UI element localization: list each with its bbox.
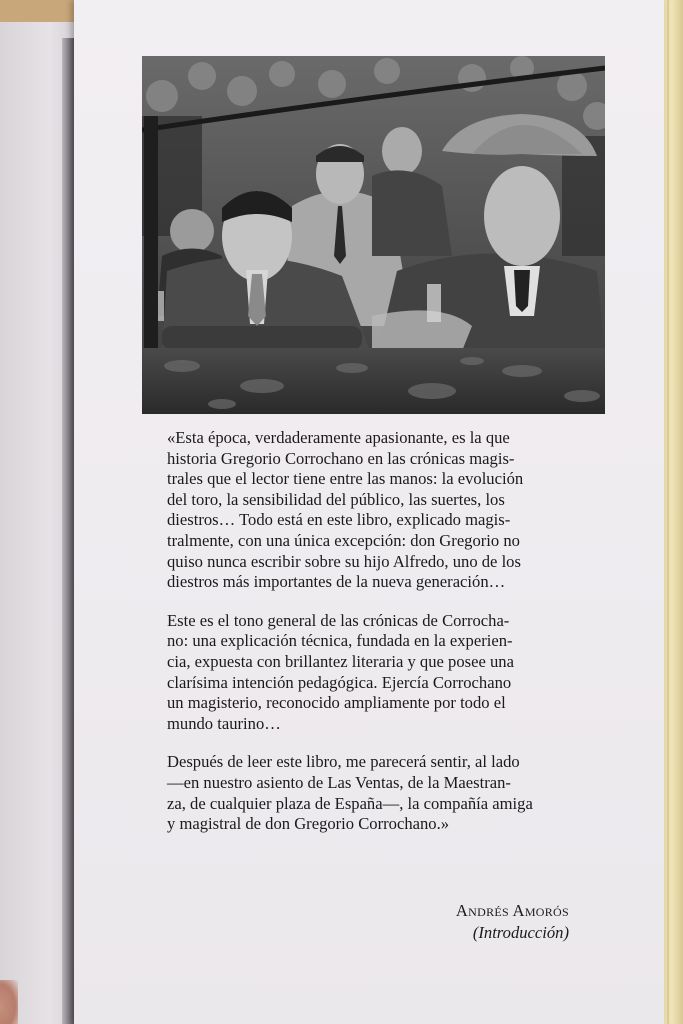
text-line: no: una explicación técnica, fundada en la experien-	[167, 631, 513, 651]
text-line: diestros… Todo está en este libro, explicado magis-	[167, 510, 511, 530]
text-line: y magistral de don Gregorio Corrochano.»	[167, 814, 450, 834]
author-name: Andrés Amorós	[455, 901, 569, 920]
text-line: historia Gregorio Corrochano en las crónicas magis-	[167, 448, 515, 468]
text-line: Este es el tono general de las crónicas de Corrocha-	[167, 610, 510, 630]
text-line: trales que el lector tiene entre las manos: la evolución	[167, 469, 524, 489]
signature	[456, 900, 569, 944]
text-line: mundo taurino…	[167, 713, 281, 733]
text-line: «Esta época, verdaderamente apasionante, es la que	[167, 428, 510, 447]
author-role: (Introducción)	[472, 923, 569, 942]
quote-text	[142, 428, 595, 853]
text-line: za, de cualquier plaza de España—, la compañía amiga	[167, 793, 533, 813]
text-line: un magisterio, reconocido ampliamente por todo el	[167, 693, 506, 713]
text-line: del toro, la sensibilidad del público, las suertes, los	[167, 489, 505, 509]
text-line: quiso nunca escribir sobre su hijo Alfredo, uno de los	[167, 551, 521, 571]
text-line: Después de leer este libro, me parecerá sentir, al lado	[167, 752, 520, 772]
paragraph-2	[142, 611, 595, 735]
finger-tip	[0, 980, 18, 1024]
text-line: clarísima intención pedagógica. Ejercía Corrochano	[167, 672, 512, 692]
paragraph-3	[142, 752, 595, 834]
text-line: tralmente, con una única excepción: don Gregorio no	[167, 530, 520, 550]
text-line: —en nuestro asiento de Las Ventas, de la Maestran-	[167, 772, 511, 792]
book-page	[74, 0, 664, 1024]
text-line: diestros más importantes de la nueva generación…	[167, 572, 506, 592]
right-page-edge	[661, 0, 683, 1024]
text-line: cia, expuesta con brillantez literaria y que posee una	[167, 651, 514, 671]
paragraph-1	[142, 428, 595, 593]
bullring-photo	[142, 56, 605, 414]
